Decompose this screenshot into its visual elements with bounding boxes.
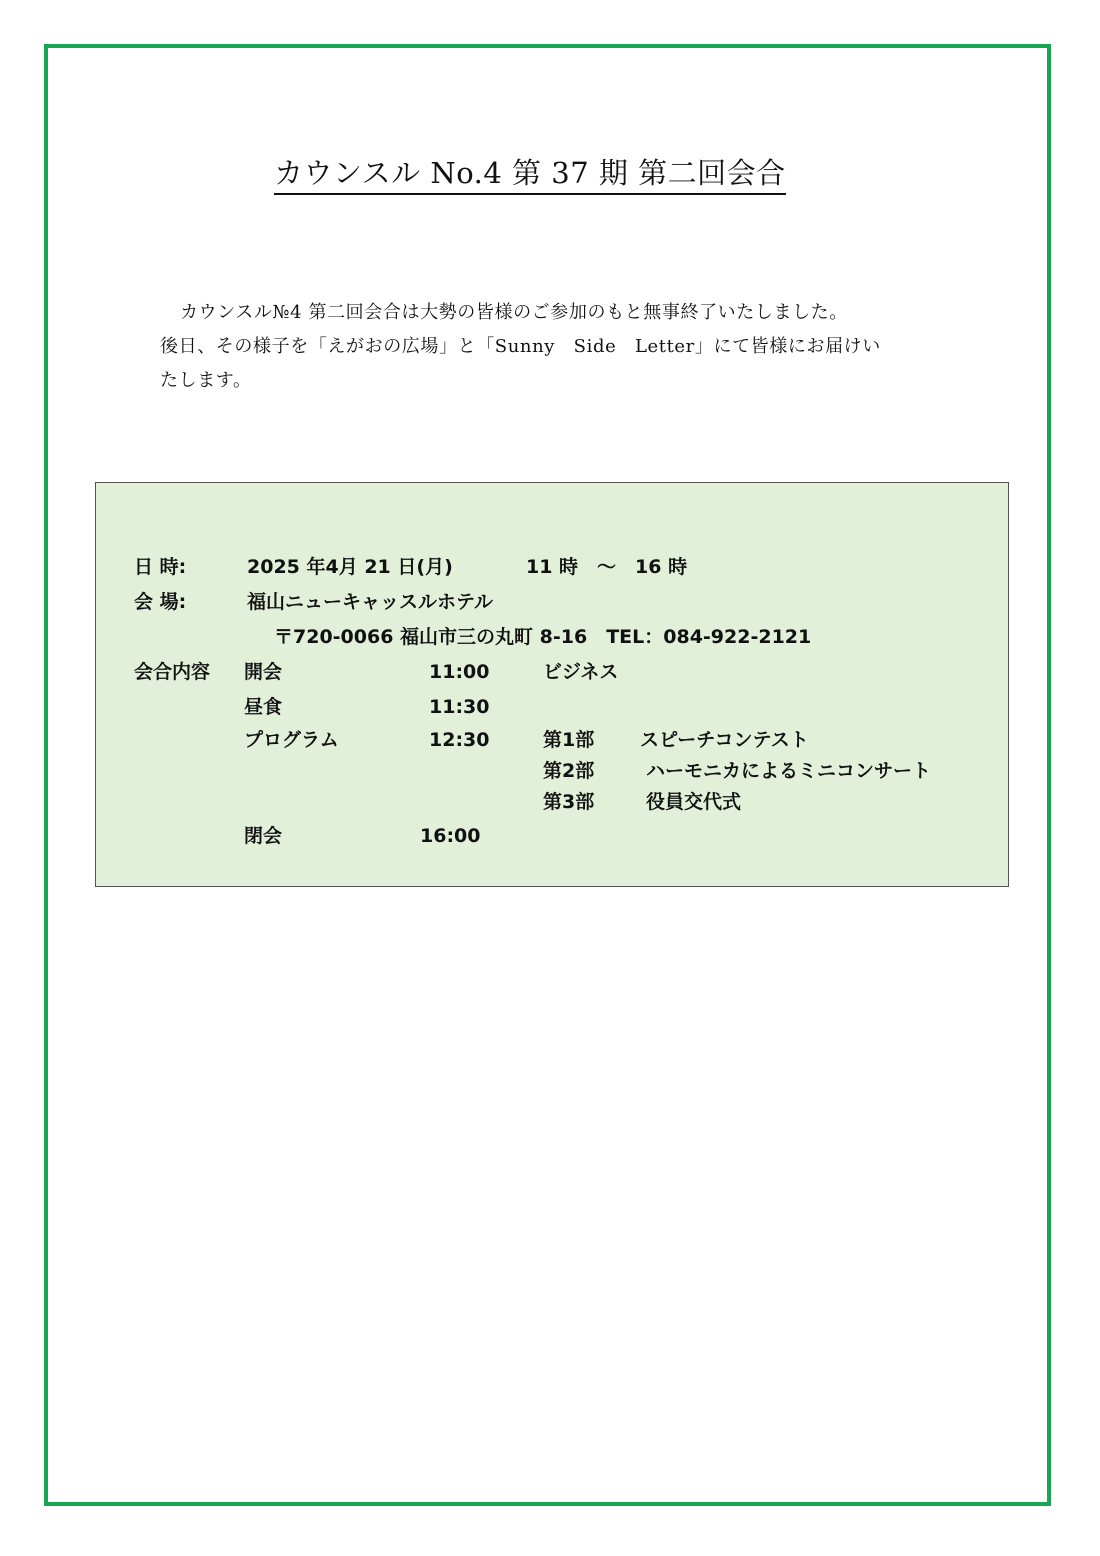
program-item-time: 11:30 [429, 696, 490, 718]
program-item-time: 12:30 [429, 729, 490, 751]
program-part-label: 第1部 [543, 729, 595, 751]
venue-address: 〒720-0066 福山市三の丸町 8-16 TEL：084-922-2121 [274, 626, 812, 648]
program-item-detail: ビジネス [543, 661, 619, 683]
event-time: 11 時 ～ 16 時 [526, 556, 688, 578]
program-item-time: 16:00 [420, 825, 481, 847]
program-item-name: 昼食 [244, 696, 283, 718]
program-item-name: 閉会 [244, 825, 283, 847]
announcement-line-2: 後日、その様子を「えがおの広場」と「Sunny Side Letter」にて皆様にお届けい [160, 336, 881, 357]
program-label: 会合内容 [134, 661, 211, 683]
event-info-box [95, 482, 1009, 887]
datetime-label: 日 時: [134, 556, 187, 578]
program-item-name: プログラム [244, 729, 339, 751]
announcement-paragraph [160, 296, 940, 398]
announcement-line-1: カウンスル№4 第二回会合は大勢の皆様のご参加のもと無事終了いたしました。 [180, 302, 848, 323]
announcement-line-3: たします。 [160, 370, 252, 391]
program-item-time: 11:00 [429, 661, 490, 683]
program-part-label: 第3部 [543, 791, 595, 813]
program-part-content: 役員交代式 [646, 791, 742, 813]
venue-label: 会 場: [134, 591, 187, 613]
venue-name: 福山ニューキャッスルホテル [247, 591, 494, 613]
program-item-name: 開会 [244, 661, 283, 683]
program-part-content: スピーチコンテスト [640, 729, 809, 751]
event-date: 2025 年4月 21 日(月) [247, 556, 453, 578]
document-title: カウンスル No.4 第 37 期 第二回会合 [274, 154, 786, 195]
program-part-content: ハーモニカによるミニコンサート [646, 760, 932, 782]
program-part-label: 第2部 [543, 760, 595, 782]
